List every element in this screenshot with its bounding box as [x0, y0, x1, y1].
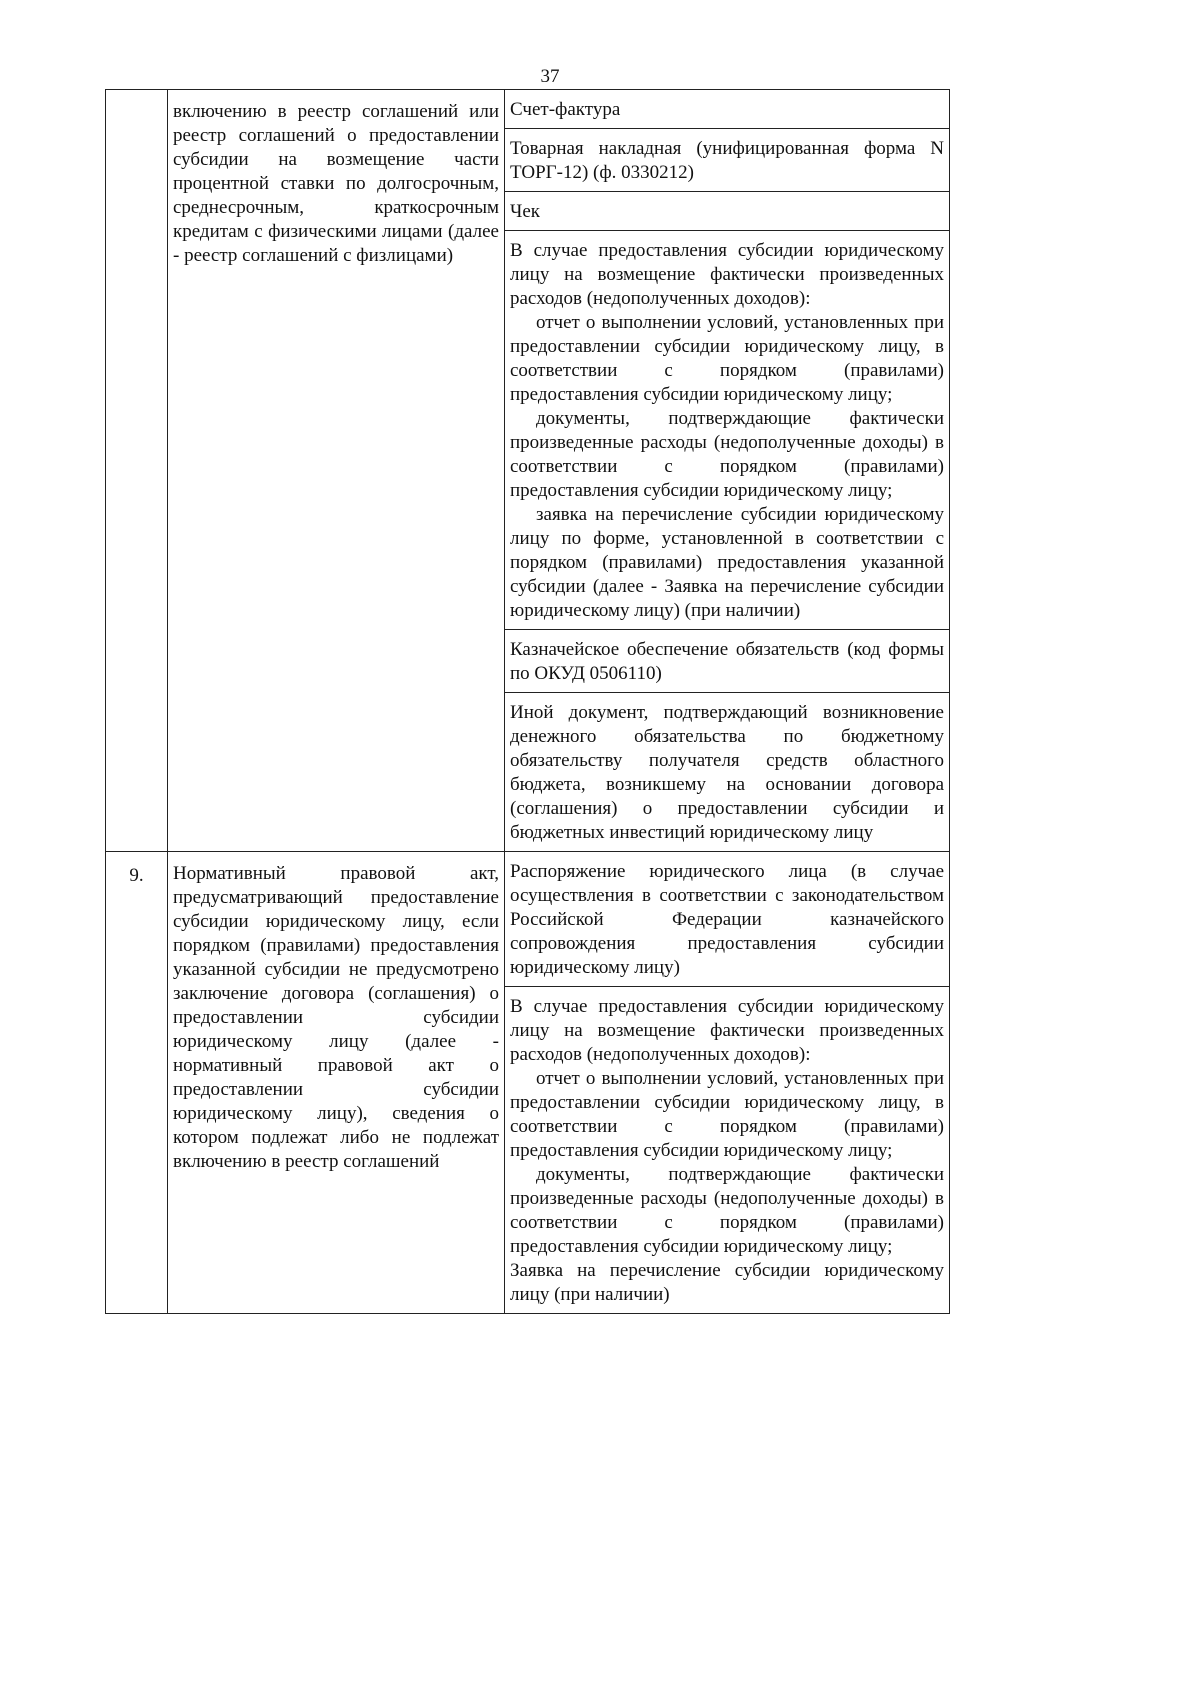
document-text: Казначейское обеспечение обязательств (код формы по ОКУД 0506110)	[510, 639, 944, 684]
document-text: Заявка на перечисление субсидии юридическому лицу (при наличии)	[510, 1260, 944, 1305]
document-cell	[505, 987, 950, 1314]
documents-table	[105, 89, 950, 1314]
document-text: документы, подтверждающие фактически произведенные расходы (недополученные доходы) в соответствии с порядком (правилами) предоставления субсидии юридическому лицу;	[510, 1164, 944, 1257]
document-cell	[505, 852, 950, 987]
document-text: заявка на перечисление субсидии юридическому лицу по форме, установленной в соответствии с порядком (правилами) предоставления указанной субсидии (далее - Заявка на перечисление субсидии юридическому лицу) (при наличии)	[510, 504, 944, 621]
document-cell	[505, 90, 950, 129]
table-row	[106, 90, 950, 129]
document-text: отчет о выполнении условий, установленных при предоставлении субсидии юридическому лицу, в соответствии с порядком (правилами) предоставления субсидии юридическому лицу;	[510, 1068, 944, 1161]
document-text: В случае предоставления субсидии юридическому лицу на возмещение фактически произведенных расходов (недополученных доходов):	[510, 240, 944, 309]
row-number-cell	[106, 90, 168, 852]
row-description-cell: включению в реестр соглашений или реестр соглашений о предоставлении субсидии на возмещение части процентной ставки по долгосрочным, среднесрочным, краткосрочным кредитам с физическими лицами (далее - реестр соглашений с физлицами)	[168, 90, 505, 852]
document-cell	[505, 231, 950, 630]
page-number: 37	[540, 66, 560, 87]
row-number-cell: 9.	[106, 852, 168, 1314]
document-cell	[505, 129, 950, 192]
document-text: документы, подтверждающие фактически произведенные расходы (недополученные доходы) в соответствии с порядком (правилами) предоставления субсидии юридическому лицу;	[510, 408, 944, 501]
document-cell	[505, 630, 950, 693]
document-cell	[505, 192, 950, 231]
table-row	[106, 852, 950, 987]
document-text: Счет-фактура	[510, 99, 621, 120]
document-text: Чек	[510, 201, 541, 222]
document-text: Товарная накладная (унифицированная форма N ТОРГ-12) (ф. 0330212)	[510, 138, 944, 183]
document-text: В случае предоставления субсидии юридическому лицу на возмещение фактически произведенных расходов (недополученных доходов):	[510, 996, 944, 1065]
document-text: Иной документ, подтверждающий возникновение денежного обязательства по бюджетному обязательству получателя средств областного бюджета, возникшему на основании договора (соглашения) о предоставлении субсидии и бюджетных инвестиций юридическому лицу	[510, 702, 944, 843]
document-cell	[505, 693, 950, 852]
document-text: отчет о выполнении условий, установленных при предоставлении субсидии юридическому лицу, в соответствии с порядком (правилами) предоставления субсидии юридическому лицу;	[510, 312, 944, 405]
document-text: Распоряжение юридического лица (в случае осуществления в соответствии с законодательством Российской Федерации казначейского сопровождения предоставления субсидии юридическому лицу)	[510, 861, 944, 978]
row-description-cell: Нормативный правовой акт, предусматривающий предоставление субсидии юридическому лицу, если порядком (правилами) предоставления указанной субсидии не предусмотрено заключение договора (соглашения) о предоставлении субсидии юридическому лицу (далее - нормативный правовой акт о предоставлении субсидии юридическому лицу), сведения о котором подлежат либо не подлежат включению в реестр соглашений	[168, 852, 505, 1314]
